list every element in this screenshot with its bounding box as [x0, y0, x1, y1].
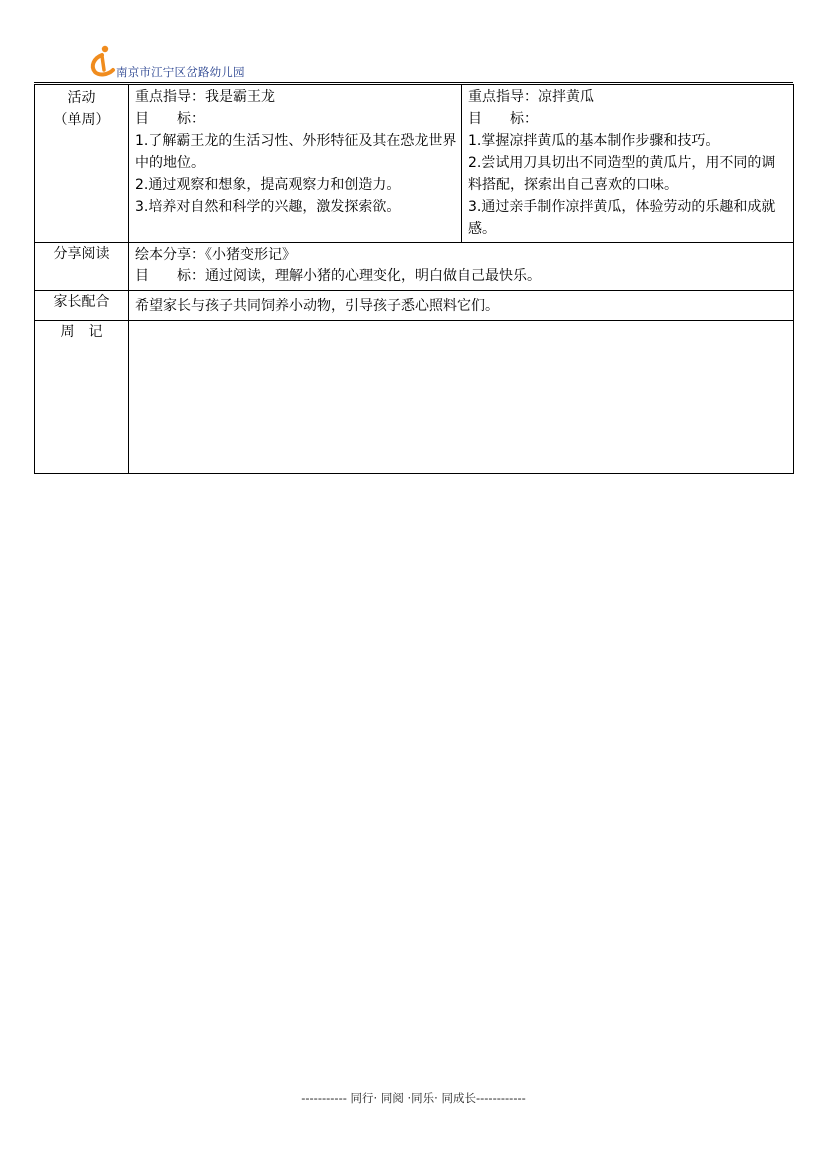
- activity-left-cell: [129, 85, 462, 243]
- activity-left-title: 重点指导：我是霸王龙: [135, 89, 275, 105]
- activity-right-item: 1.掌握凉拌黄瓜的基本制作步骤和技巧。: [468, 133, 720, 149]
- reading-goal: 目 标：通过阅读，理解小猪的心理变化，明白做自己最快乐。: [135, 268, 541, 284]
- reading-content-cell: [129, 243, 794, 291]
- parents-content-cell: [129, 291, 794, 321]
- reading-book: 绘本分享：《小猪变形记》: [135, 247, 296, 263]
- activity-label-cell: [35, 85, 129, 243]
- activity-label: 活动: [67, 90, 96, 106]
- weekly-notes-row: [35, 321, 794, 474]
- parents-label: 家长配合: [35, 291, 129, 321]
- parents-text: 希望家长与孩子共同饲养小动物，引导孩子悉心照料它们。: [135, 297, 499, 314]
- reading-row: [35, 243, 794, 291]
- activity-right-title: 重点指导：凉拌黄瓜: [468, 89, 594, 105]
- activity-left-item: 3.培养对自然和科学的兴趣，激发探索欲。: [135, 199, 401, 215]
- activity-label-sub: （单周）: [53, 112, 110, 128]
- weekly-notes-label: 周 记: [35, 321, 129, 474]
- activity-left-goal-label: 目 标：: [135, 111, 205, 127]
- activity-right-item: 3.通过亲手制作凉拌黄瓜，体验劳动的乐趣和成就感。: [468, 199, 776, 237]
- activity-left-item: 1.了解霸王龙的生活习性、外形特征及其在恐龙世界中的地位。: [135, 133, 457, 171]
- activity-left-item: 2.通过观察和想象，提高观察力和创造力。: [135, 177, 401, 193]
- reading-label: 分享阅读: [35, 243, 129, 291]
- activity-right-item: 2.尝试用刀具切出不同造型的黄瓜片，用不同的调料搭配，探索出自己喜欢的口味。: [468, 155, 776, 193]
- activity-right-cell: [462, 85, 794, 243]
- activity-right-goal-label: 目 标：: [468, 111, 538, 127]
- weekly-plan-table: [34, 84, 794, 474]
- activity-row: [35, 85, 794, 243]
- weekly-notes-content: [129, 321, 794, 474]
- school-name: 南京市江宁区岔路幼儿园: [116, 65, 245, 79]
- header-rule: [34, 82, 793, 83]
- parents-row: [35, 291, 794, 321]
- page-header: [88, 44, 388, 80]
- page-footer: ----------- 同行· 同阅 ·同乐· 同成长------------: [301, 1091, 526, 1105]
